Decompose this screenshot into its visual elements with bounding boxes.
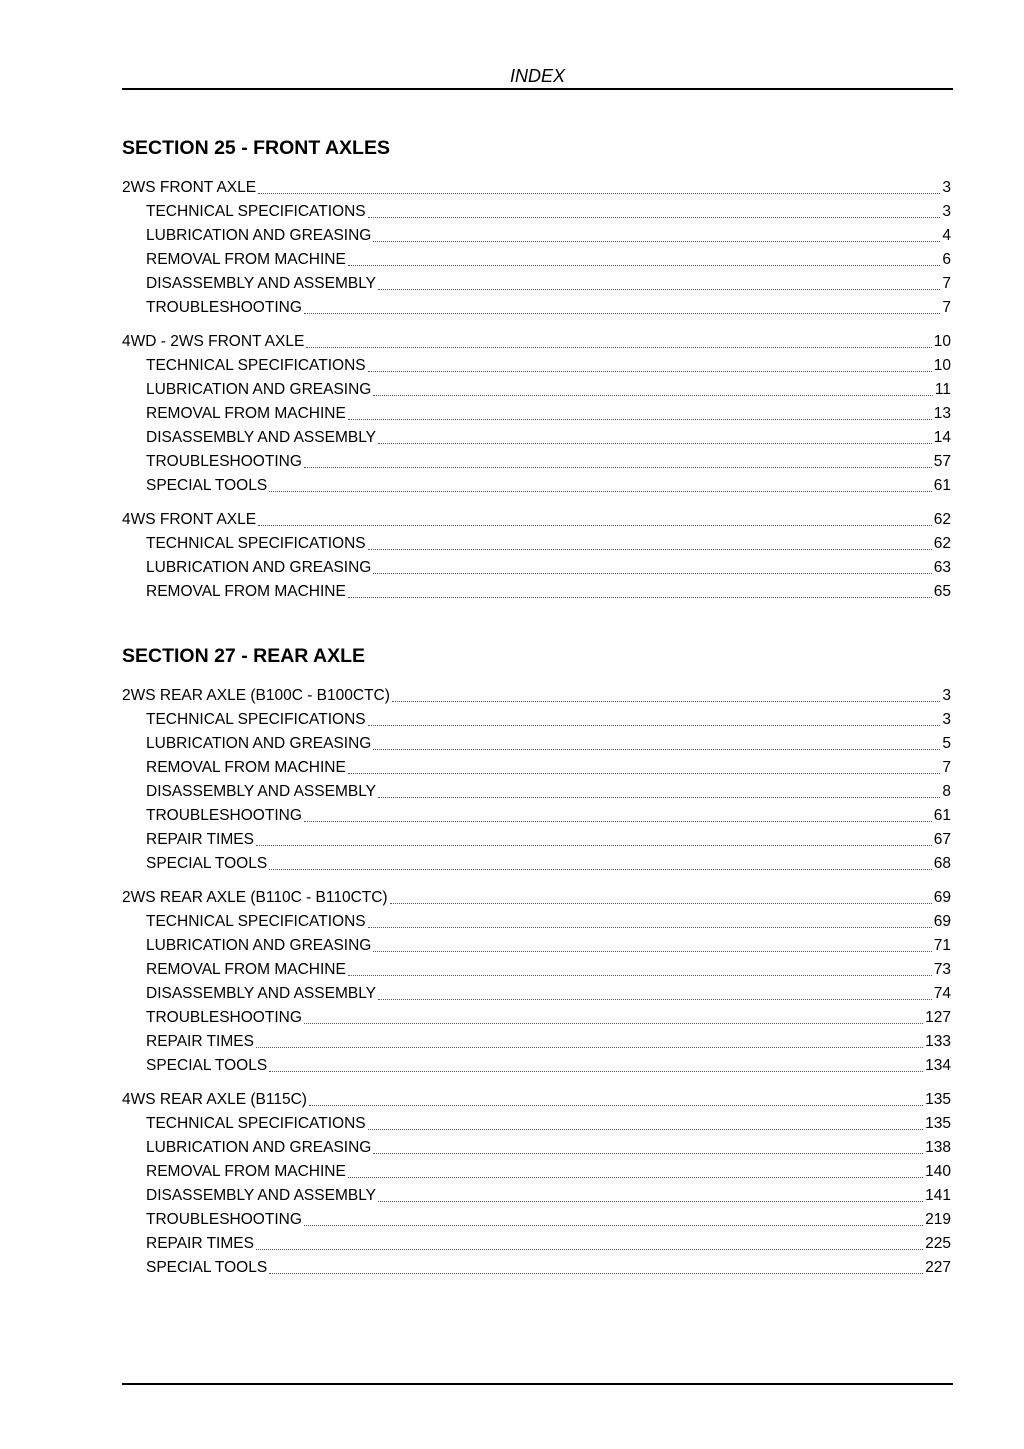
toc-page-number: 13 — [933, 405, 951, 422]
toc-entry-label: TECHNICAL SPECIFICATIONS — [146, 1115, 366, 1132]
toc-subentry[interactable] — [122, 825, 951, 849]
dot-leader — [306, 346, 931, 348]
toc-subentry[interactable] — [122, 753, 951, 777]
toc-entry[interactable] — [122, 505, 951, 529]
toc-entry-label: DISASSEMBLY AND ASSEMBLY — [146, 985, 377, 1002]
dot-leader — [373, 950, 931, 952]
toc-entry[interactable] — [122, 681, 951, 705]
dot-leader — [373, 748, 940, 750]
toc-page-number: 68 — [933, 855, 951, 872]
toc-entry-label: LUBRICATION AND GREASING — [146, 227, 372, 244]
dot-leader — [368, 926, 932, 928]
toc-page-number: 73 — [933, 961, 951, 978]
toc-subentry[interactable] — [122, 979, 951, 1003]
toc-subentry[interactable] — [122, 729, 951, 753]
toc-page-number: 10 — [933, 333, 951, 350]
toc-entry-label: LUBRICATION AND GREASING — [146, 1139, 372, 1156]
toc-entry-label: TECHNICAL SPECIFICATIONS — [146, 711, 366, 728]
toc-subentry[interactable] — [122, 1181, 951, 1205]
toc-page-number: 71 — [933, 937, 951, 954]
toc-group — [122, 883, 951, 1075]
toc-subentry[interactable] — [122, 777, 951, 801]
toc-subentry[interactable] — [122, 705, 951, 729]
toc-subentry[interactable] — [122, 1229, 951, 1253]
toc-entry-label: TROUBLESHOOTING — [146, 1211, 302, 1228]
toc-page-number: 227 — [925, 1259, 951, 1276]
toc-subentry[interactable] — [122, 423, 951, 447]
toc-entry-label: REMOVAL FROM MACHINE — [146, 961, 346, 978]
dot-leader — [304, 1022, 923, 1024]
toc-page-number: 65 — [933, 583, 951, 600]
toc-entry-label: TROUBLESHOOTING — [146, 453, 302, 470]
dot-leader — [368, 216, 941, 218]
toc-subentry[interactable] — [122, 529, 951, 553]
dot-leader — [348, 596, 932, 598]
toc-subentry[interactable] — [122, 1027, 951, 1051]
section-27 — [122, 644, 951, 1277]
toc-page-number: 135 — [925, 1091, 951, 1108]
toc-subentry[interactable] — [122, 197, 951, 221]
dot-leader — [269, 1070, 923, 1072]
section-25 — [122, 136, 951, 601]
toc-entry-label: REMOVAL FROM MACHINE — [146, 251, 346, 268]
toc-page-number: 63 — [933, 559, 951, 576]
section-title: SECTION 25 - FRONT AXLES — [122, 137, 390, 159]
dot-leader — [256, 844, 932, 846]
dot-leader — [378, 442, 932, 444]
toc-page-number: 74 — [933, 985, 951, 1002]
toc-entry-label: 2WS REAR AXLE (B100C - B100CTC) — [122, 687, 390, 704]
toc-subentry[interactable] — [122, 1109, 951, 1133]
toc-entry-label: TROUBLESHOOTING — [146, 1009, 302, 1026]
dot-leader — [256, 1248, 923, 1250]
toc-entry-label: 4WS REAR AXLE (B115C) — [122, 1091, 307, 1108]
toc-subentry[interactable] — [122, 293, 951, 317]
dot-leader — [258, 192, 940, 194]
toc-page-number: 7 — [942, 275, 951, 292]
toc-entry[interactable] — [122, 883, 951, 907]
toc-page-number: 10 — [933, 357, 951, 374]
toc-subentry[interactable] — [122, 1205, 951, 1229]
toc-subentry[interactable] — [122, 471, 951, 495]
toc-page-number: 6 — [942, 251, 951, 268]
toc-page-number: 140 — [925, 1163, 951, 1180]
dot-leader — [392, 700, 940, 702]
toc-subentry[interactable] — [122, 955, 951, 979]
toc-entry-label: 2WS FRONT AXLE — [122, 179, 257, 196]
toc-page-number: 3 — [942, 179, 951, 196]
toc-entry-label: 2WS REAR AXLE (B110C - B110CTC) — [122, 889, 388, 906]
toc-subentry[interactable] — [122, 399, 951, 423]
dot-leader — [309, 1104, 923, 1106]
toc-page-number: 3 — [942, 687, 951, 704]
section-title: SECTION 27 - REAR AXLE — [122, 645, 366, 667]
toc-page-number: 57 — [933, 453, 951, 470]
dot-leader — [304, 312, 940, 314]
dot-leader — [304, 466, 932, 468]
toc-subentry[interactable] — [122, 245, 951, 269]
dot-leader — [269, 868, 932, 870]
toc-entry-label: REMOVAL FROM MACHINE — [146, 1163, 346, 1180]
toc-entry-label: TECHNICAL SPECIFICATIONS — [146, 357, 366, 374]
toc-entry-label: SPECIAL TOOLS — [146, 1057, 268, 1074]
toc-entry-label: DISASSEMBLY AND ASSEMBLY — [146, 1187, 377, 1204]
toc-page-number: 138 — [925, 1139, 951, 1156]
toc-entry-label: REMOVAL FROM MACHINE — [146, 583, 346, 600]
toc-entry-label: TECHNICAL SPECIFICATIONS — [146, 913, 366, 930]
dot-leader — [368, 370, 932, 372]
toc-entry-label: TECHNICAL SPECIFICATIONS — [146, 203, 366, 220]
toc-page-number: 69 — [933, 913, 951, 930]
dot-leader — [373, 1152, 923, 1154]
toc-group — [122, 505, 951, 601]
dot-leader — [378, 1200, 923, 1202]
toc-page-number: 219 — [925, 1211, 951, 1228]
toc-page-number: 133 — [925, 1033, 951, 1050]
toc-page-number: 134 — [925, 1057, 951, 1074]
toc-entry-label: DISASSEMBLY AND ASSEMBLY — [146, 783, 377, 800]
toc-subentry[interactable] — [122, 351, 951, 375]
dot-leader — [256, 1046, 923, 1048]
dot-leader — [348, 1176, 923, 1178]
toc-subentry[interactable] — [122, 447, 951, 471]
toc-page-number: 135 — [925, 1115, 951, 1132]
footer-divider — [122, 1383, 953, 1385]
dot-leader — [390, 902, 932, 904]
toc-entry-label: DISASSEMBLY AND ASSEMBLY — [146, 429, 377, 446]
dot-leader — [348, 264, 941, 266]
toc-subentry[interactable] — [122, 1157, 951, 1181]
toc-entry-label: LUBRICATION AND GREASING — [146, 735, 372, 752]
toc-entry-label: SPECIAL TOOLS — [146, 855, 268, 872]
dot-leader — [368, 724, 941, 726]
toc-page-number: 14 — [933, 429, 951, 446]
toc-entry-label: LUBRICATION AND GREASING — [146, 559, 372, 576]
toc-entry-label: REMOVAL FROM MACHINE — [146, 759, 346, 776]
toc-page-number: 3 — [942, 203, 951, 220]
toc-page-number: 7 — [942, 759, 951, 776]
toc-entry-label: TROUBLESHOOTING — [146, 807, 302, 824]
dot-leader — [368, 1128, 924, 1130]
toc-group — [122, 173, 951, 317]
dot-leader — [258, 524, 932, 526]
toc-entry-label: TROUBLESHOOTING — [146, 299, 302, 316]
toc-subentry[interactable] — [122, 1003, 951, 1027]
toc-page-number: 225 — [925, 1235, 951, 1252]
toc-page-number: 69 — [933, 889, 951, 906]
toc-entry-label: SPECIAL TOOLS — [146, 477, 268, 494]
toc-page-number: 3 — [942, 711, 951, 728]
toc-subentry[interactable] — [122, 801, 951, 825]
toc-page-number: 8 — [942, 783, 951, 800]
toc-page-number: 61 — [933, 807, 951, 824]
dot-leader — [348, 418, 932, 420]
toc-subentry[interactable] — [122, 577, 951, 601]
toc-page-number: 11 — [934, 381, 951, 398]
dot-leader — [368, 548, 932, 550]
toc-subentry[interactable] — [122, 1133, 951, 1157]
toc-page-number: 127 — [925, 1009, 951, 1026]
toc-entry[interactable] — [122, 1085, 951, 1109]
dot-leader — [348, 772, 941, 774]
toc-subentry[interactable] — [122, 931, 951, 955]
dot-leader — [373, 572, 931, 574]
toc-entry[interactable] — [122, 327, 951, 351]
toc-subentry[interactable] — [122, 375, 951, 399]
toc-entry-label: 4WS FRONT AXLE — [122, 511, 257, 528]
dot-leader — [378, 288, 940, 290]
dot-leader — [373, 240, 940, 242]
toc-entry-label: 4WD - 2WS FRONT AXLE — [122, 333, 305, 350]
toc-page-number: 4 — [942, 227, 951, 244]
toc-subentry[interactable] — [122, 269, 951, 293]
toc-entry-label: TECHNICAL SPECIFICATIONS — [146, 535, 366, 552]
toc-entry-label: SPECIAL TOOLS — [146, 1259, 268, 1276]
toc-group — [122, 681, 951, 873]
toc-subentry[interactable] — [122, 553, 951, 577]
toc-entry[interactable] — [122, 173, 951, 197]
toc-entry-label: REPAIR TIMES — [146, 1033, 254, 1050]
toc-page-number: 7 — [942, 299, 951, 316]
dot-leader — [373, 394, 933, 396]
toc-subentry[interactable] — [122, 221, 951, 245]
toc-entry-label: LUBRICATION AND GREASING — [146, 937, 372, 954]
toc-subentry[interactable] — [122, 849, 951, 873]
toc-page-number: 61 — [933, 477, 951, 494]
toc-entry-label: REPAIR TIMES — [146, 831, 254, 848]
header-divider — [122, 88, 953, 90]
toc-group — [122, 327, 951, 495]
dot-leader — [378, 796, 940, 798]
toc-page-number: 67 — [933, 831, 951, 848]
toc-subentry[interactable] — [122, 1253, 951, 1277]
toc-entry-label: DISASSEMBLY AND ASSEMBLY — [146, 275, 377, 292]
toc-page-number: 141 — [925, 1187, 951, 1204]
toc-page-number: 62 — [933, 511, 951, 528]
dot-leader — [269, 490, 932, 492]
toc-entry-label: REMOVAL FROM MACHINE — [146, 405, 346, 422]
dot-leader — [304, 820, 932, 822]
dot-leader — [348, 974, 932, 976]
page-header-title: INDEX — [509, 66, 565, 86]
dot-leader — [304, 1224, 923, 1226]
toc-subentry[interactable] — [122, 1051, 951, 1075]
toc-page-number: 62 — [933, 535, 951, 552]
dot-leader — [378, 998, 932, 1000]
toc-page-number: 5 — [942, 735, 951, 752]
toc-entry-label: REPAIR TIMES — [146, 1235, 254, 1252]
toc-entry-label: LUBRICATION AND GREASING — [146, 381, 372, 398]
toc-subentry[interactable] — [122, 907, 951, 931]
toc-group — [122, 1085, 951, 1277]
dot-leader — [269, 1272, 923, 1274]
